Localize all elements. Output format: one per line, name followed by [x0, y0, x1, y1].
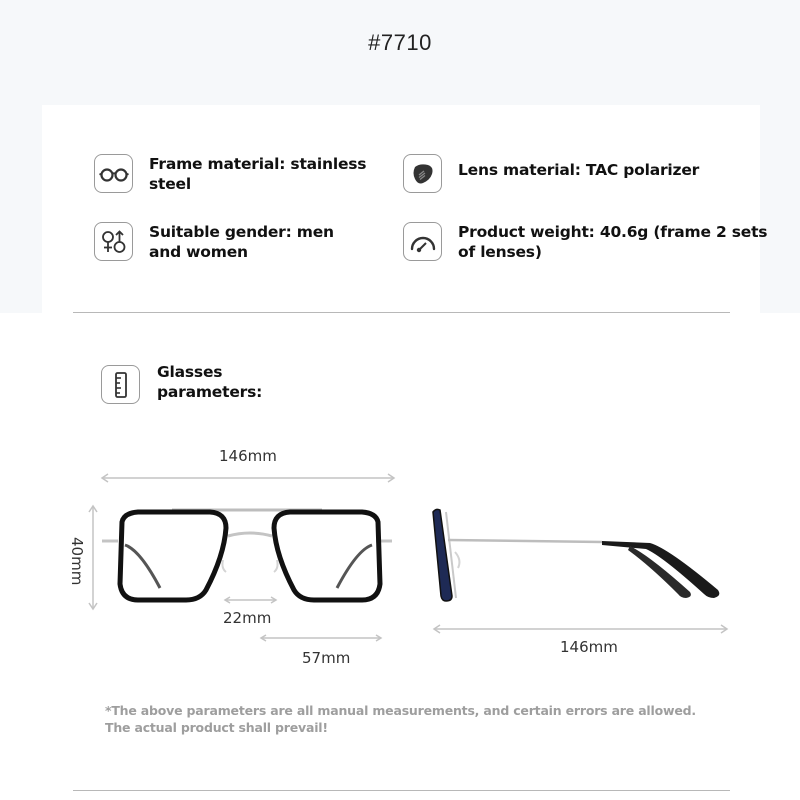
parameters-title-line1: Glasses — [157, 363, 223, 381]
note-line1: *The above parameters are all manual measurements, and certain errors are allowed. — [105, 703, 696, 718]
parameters-title-line2: parameters: — [157, 383, 263, 401]
dimension-lines — [89, 474, 727, 641]
dimension-front-width: 146mm — [219, 447, 277, 465]
dimension-bridge-width: 22mm — [223, 609, 272, 627]
model-number: #7710 — [368, 30, 432, 55]
glasses-side-view — [433, 509, 719, 601]
measurement-disclaimer — [105, 702, 745, 736]
bottom-divider — [73, 790, 730, 791]
spec-label: Product weight: 40.6g (frame 2 sets of lenses) — [458, 223, 768, 261]
glasses-front-view — [102, 510, 392, 600]
dimension-temple-length: 146mm — [560, 638, 618, 656]
dimension-lens-width: 57mm — [302, 649, 351, 667]
spec-label: Lens material: TAC polarizer — [458, 161, 700, 179]
note-line2: The actual product shall prevail! — [105, 720, 328, 735]
spec-label: Suitable gender: men and women — [149, 223, 334, 261]
spec-label: Frame material: stainless steel — [149, 155, 367, 193]
dimension-lens-height: 40mm — [68, 537, 86, 586]
